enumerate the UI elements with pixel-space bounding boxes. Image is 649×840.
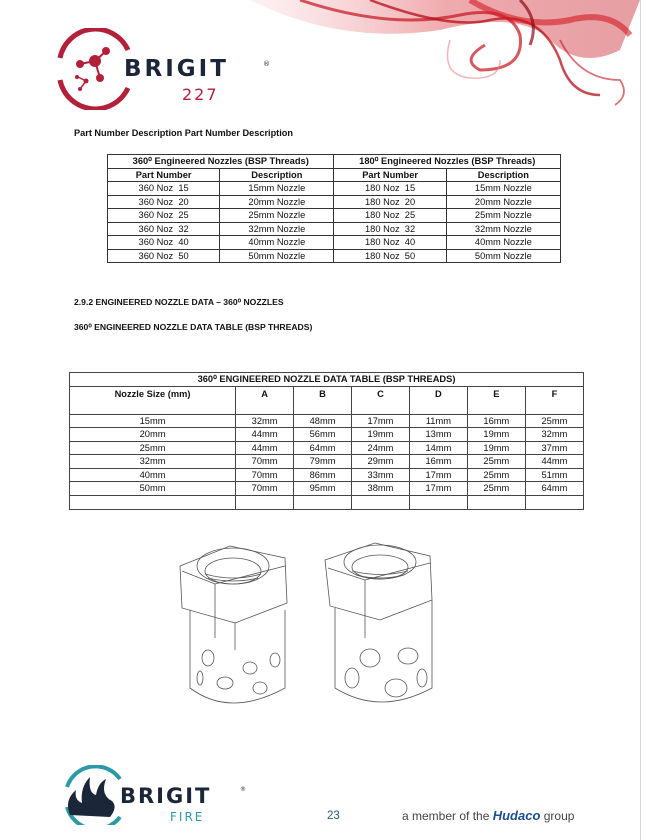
description-cell: 40mm Nozzle [220, 236, 334, 250]
empty-cell [467, 495, 525, 509]
description-cell: 20mm Nozzle [220, 195, 334, 209]
description-cell: 32mm Nozzle [220, 222, 334, 236]
data-cell: 50mm [70, 482, 236, 496]
data-cell: 44mm [525, 455, 583, 469]
part-number-cell: 180 Noz 50 [334, 249, 446, 263]
parts-table-row [108, 209, 561, 223]
group-header-360: 360⁰ Engineered Nozzles (BSP Threads) [108, 155, 334, 169]
data-cell: 40mm [70, 468, 236, 482]
description-cell: 20mm Nozzle [446, 195, 560, 209]
page-number: 23 [327, 810, 340, 822]
member-prefix: a member of the [402, 809, 490, 823]
data-cell: 56mm [294, 428, 352, 442]
data-cell: 64mm [525, 482, 583, 496]
column-header: F [525, 386, 583, 414]
data-cell: 19mm [352, 428, 410, 442]
table-heading: 360⁰ ENGINEERED NOZZLE DATA TABLE (BSP THREADS) [74, 322, 313, 332]
nozzle-360-drawing [180, 546, 287, 703]
data-table-row [70, 428, 584, 442]
description-cell: 50mm Nozzle [446, 249, 560, 263]
empty-cell [409, 495, 467, 509]
page-edge [640, 0, 641, 840]
data-cell: 70mm [236, 455, 294, 469]
column-header: B [294, 386, 352, 414]
column-header: Nozzle Size (mm) [70, 386, 236, 414]
description-cell: 32mm Nozzle [446, 222, 560, 236]
parts-table-row [108, 236, 561, 250]
nozzle-180-drawing [325, 543, 432, 702]
col-part-number-360: Part Number [108, 168, 220, 182]
member-suffix: group [543, 809, 575, 823]
part-number-cell: 360 Noz 20 [108, 195, 220, 209]
part-number-cell: 360 Noz 25 [108, 209, 220, 223]
data-cell: 14mm [409, 441, 467, 455]
data-cell: 25mm [70, 441, 236, 455]
empty-cell [525, 495, 583, 509]
data-table-row [70, 441, 584, 455]
data-cell: 79mm [294, 455, 352, 469]
molecule-logo-icon [50, 28, 290, 110]
column-header: A [236, 386, 294, 414]
parts-table [107, 154, 561, 263]
description-cell: 40mm Nozzle [446, 236, 560, 250]
footer-registered-mark: ® [240, 786, 246, 793]
description-cell: 25mm Nozzle [446, 209, 560, 223]
brigit-fire-logo [62, 765, 252, 825]
part-number-cell: 180 Noz 15 [334, 182, 446, 196]
hudaco-logo: Hudaco [492, 808, 541, 823]
parts-table-row [108, 222, 561, 236]
data-table-row [70, 468, 584, 482]
description-cell: 25mm Nozzle [220, 209, 334, 223]
data-cell: 95mm [294, 482, 352, 496]
data-cell: 70mm [236, 468, 294, 482]
col-part-number-180: Part Number [334, 168, 446, 182]
data-cell: 17mm [352, 414, 410, 428]
data-cell: 17mm [409, 468, 467, 482]
data-cell: 33mm [352, 468, 410, 482]
part-number-cell: 360 Noz 40 [108, 236, 220, 250]
data-cell: 25mm [467, 468, 525, 482]
column-header: C [352, 386, 410, 414]
part-number-cell: 180 Noz 25 [334, 209, 446, 223]
data-table-row [70, 414, 584, 428]
part-number-cell: 180 Noz 20 [334, 195, 446, 209]
description-cell: 15mm Nozzle [446, 182, 560, 196]
data-cell: 70mm [236, 482, 294, 496]
data-cell: 51mm [525, 468, 583, 482]
data-table-row [70, 482, 584, 496]
parts-table-row [108, 182, 561, 196]
description-cell: 50mm Nozzle [220, 249, 334, 263]
data-cell: 37mm [525, 441, 583, 455]
empty-cell [352, 495, 410, 509]
data-table-row [70, 455, 584, 469]
data-cell: 25mm [467, 482, 525, 496]
data-cell: 44mm [236, 428, 294, 442]
data-cell: 44mm [236, 441, 294, 455]
empty-cell [236, 495, 294, 509]
part-number-cell: 360 Noz 32 [108, 222, 220, 236]
data-cell: 38mm [352, 482, 410, 496]
footer-logo-brand: BRIGIT [120, 784, 212, 808]
logo-brand-text: BRIGIT [124, 56, 229, 82]
brigit-227-logo [50, 28, 290, 110]
data-cell: 32mm [525, 428, 583, 442]
data-cell: 48mm [294, 414, 352, 428]
nozzle-drawings [170, 538, 460, 723]
part-number-cell: 360 Noz 15 [108, 182, 220, 196]
empty-cell [70, 495, 236, 509]
data-table-title: 360⁰ ENGINEERED NOZZLE DATA TABLE (BSP THREADS) [70, 373, 584, 387]
data-cell: 16mm [409, 455, 467, 469]
description-cell: 15mm Nozzle [220, 182, 334, 196]
data-cell: 19mm [467, 441, 525, 455]
col-description-360: Description [220, 168, 334, 182]
data-cell: 25mm [525, 414, 583, 428]
section-label: Part Number Description Part Number Description [74, 128, 294, 138]
member-tagline [402, 808, 574, 823]
data-cell: 17mm [409, 482, 467, 496]
part-number-cell: 360 Noz 50 [108, 249, 220, 263]
logo-sub-text: 227 [182, 85, 219, 104]
parts-table-row [108, 195, 561, 209]
empty-cell [294, 495, 352, 509]
footer-logo-sub: FIRE [170, 810, 205, 824]
data-cell: 86mm [294, 468, 352, 482]
data-cell: 32mm [70, 455, 236, 469]
data-cell: 32mm [236, 414, 294, 428]
data-cell: 15mm [70, 414, 236, 428]
parts-table-row [108, 249, 561, 263]
flame-logo-icon [62, 765, 252, 825]
data-cell: 24mm [352, 441, 410, 455]
section-heading-2-9-2: 2.9.2 ENGINEERED NOZZLE DATA – 360⁰ NOZZLES [74, 297, 284, 307]
column-header: D [409, 386, 467, 414]
col-description-180: Description [446, 168, 560, 182]
data-cell: 16mm [467, 414, 525, 428]
data-cell: 20mm [70, 428, 236, 442]
data-cell: 64mm [294, 441, 352, 455]
data-cell: 19mm [467, 428, 525, 442]
data-cell: 29mm [352, 455, 410, 469]
empty-row [70, 495, 584, 509]
nozzle-data-table [69, 372, 584, 510]
registered-mark: ® [263, 60, 270, 68]
column-header: E [467, 386, 525, 414]
part-number-cell: 180 Noz 32 [334, 222, 446, 236]
data-cell: 11mm [409, 414, 467, 428]
group-header-180: 180⁰ Engineered Nozzles (BSP Threads) [334, 155, 561, 169]
data-cell: 25mm [467, 455, 525, 469]
data-cell: 13mm [409, 428, 467, 442]
part-number-cell: 180 Noz 40 [334, 236, 446, 250]
